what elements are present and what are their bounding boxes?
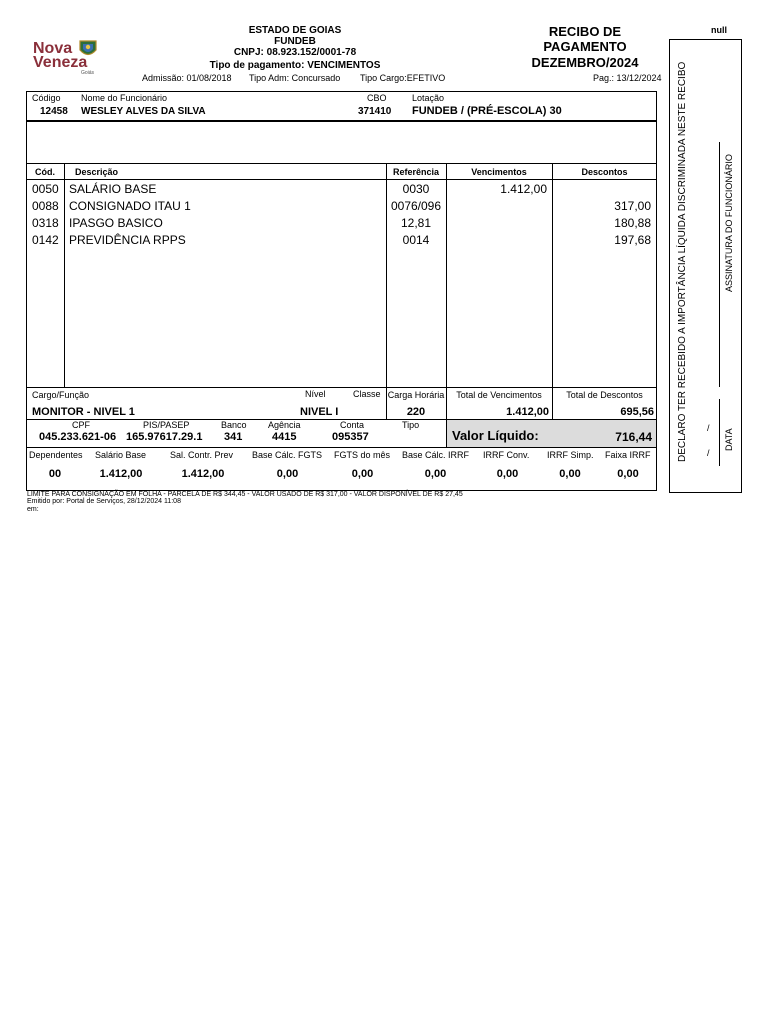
header-descontos: Descontos bbox=[581, 167, 628, 177]
base-label-fgts-base: Base Cálc. FGTS bbox=[252, 450, 323, 460]
agency-value: 4415 bbox=[272, 431, 297, 443]
header-ref: Referência bbox=[392, 167, 440, 177]
org-name: FUNDEB bbox=[274, 36, 316, 47]
row-descontos: 180,88 bbox=[614, 216, 651, 230]
hours-label: Carga Horária bbox=[387, 390, 445, 400]
header-desc: Descrição bbox=[75, 167, 119, 177]
base-label-fgts-month: FGTS do mês bbox=[334, 450, 391, 460]
base-value-irrf-conv: 0,00 bbox=[496, 468, 519, 480]
row-ref: 0014 bbox=[402, 233, 430, 247]
row-cod: 0318 bbox=[32, 216, 59, 230]
null-label: null bbox=[711, 25, 727, 35]
name-label: Nome do Funcionário bbox=[81, 93, 168, 103]
level-value: NIVEL I bbox=[300, 406, 339, 418]
page-info: Pag.: 13/12/2024 bbox=[593, 73, 662, 83]
receipt-title-2: PAGAMENTO bbox=[543, 39, 627, 54]
role-value: MONITOR - NIVEL 1 bbox=[32, 406, 135, 418]
employee-code: 12458 bbox=[40, 106, 68, 117]
date-slash-1: / bbox=[707, 423, 710, 433]
base-value-irrf-band: 0,00 bbox=[617, 468, 639, 480]
total-venc-value: 1.412,00 bbox=[506, 406, 549, 418]
code-label: Código bbox=[32, 93, 61, 103]
base-label-irrf-band: Faixa IRRF bbox=[605, 450, 651, 460]
row-desc: CONSIGNADO ITAU 1 bbox=[69, 199, 191, 213]
total-venc-label: Total de Vencimentos bbox=[456, 390, 542, 400]
base-label-dependents: Dependentes bbox=[29, 450, 83, 460]
base-value-salary: 1.412,00 bbox=[99, 468, 143, 480]
total-desc-label: Total de Descontos bbox=[566, 390, 643, 400]
crest-icon bbox=[77, 38, 99, 60]
logo bbox=[33, 38, 103, 78]
row-cod: 0142 bbox=[32, 233, 59, 247]
type-label: Tipo bbox=[402, 420, 420, 430]
bank-label: Banco bbox=[221, 420, 247, 430]
row-descontos: 317,00 bbox=[614, 199, 651, 213]
row-cod: 0088 bbox=[32, 199, 59, 213]
net-label: Valor Líquido: bbox=[452, 428, 539, 443]
cpf-label: CPF bbox=[72, 420, 90, 430]
base-value-irrf-base: 0,00 bbox=[424, 468, 447, 480]
cnpj: CNPJ: 08.923.152/0001-78 bbox=[233, 47, 357, 58]
logo-text-sub: Goiás bbox=[81, 70, 95, 76]
base-value-dependents: 00 bbox=[48, 468, 62, 480]
date-slash-2: / bbox=[707, 448, 710, 458]
row-cod: 0050 bbox=[32, 182, 59, 196]
location-label: Lotação bbox=[412, 93, 445, 103]
signature-label: ASSINATURA DO FUNCIONÁRIO bbox=[724, 154, 734, 292]
pis-label: PIS/PASEP bbox=[143, 420, 190, 430]
row-desc: IPASGO BASICO bbox=[69, 216, 163, 230]
logo-text-line2: Veneza bbox=[33, 54, 88, 71]
receipt-title-3: DEZEMBRO/2024 bbox=[531, 55, 639, 70]
account-label: Conta bbox=[340, 420, 365, 430]
row-ref: 0030 bbox=[402, 182, 430, 196]
issued-at: em: bbox=[27, 506, 39, 513]
issued-by: Emitido por: Portal de Serviços, 28/12/2024 11:08 bbox=[27, 498, 181, 505]
employee-name: WESLEY ALVES DA SILVA bbox=[81, 106, 206, 117]
row-desc: PREVIDÊNCIA RPPS bbox=[69, 233, 186, 247]
role-label: Cargo/Função bbox=[32, 390, 90, 400]
payment-type: Tipo de pagamento: VENCIMENTOS bbox=[209, 60, 381, 71]
account-value: 095357 bbox=[332, 431, 369, 443]
position-type: Tipo Cargo:EFETIVO bbox=[360, 73, 446, 83]
base-value-fgts-base: 0,00 bbox=[276, 468, 299, 480]
base-label-irrf-simp: IRRF Simp. bbox=[547, 450, 594, 460]
base-label-salary: Salário Base bbox=[95, 450, 147, 460]
state-name: ESTADO DE GOIAS bbox=[248, 25, 342, 36]
agency-label: Agência bbox=[268, 420, 301, 430]
row-venc: 1.412,00 bbox=[500, 182, 547, 196]
base-value-irrf-simp: 0,00 bbox=[559, 468, 581, 480]
row-ref: 0076/096 bbox=[390, 199, 442, 213]
employee-location: FUNDEB / (PRÉ-ESCOLA) 30 bbox=[412, 105, 562, 117]
base-label-irrf-base: Base Cálc. IRRF bbox=[402, 450, 470, 460]
receipt-title-1: RECIBO DE bbox=[548, 24, 622, 39]
admission-date: Admissão: 01/08/2018 bbox=[142, 73, 232, 83]
base-label-irrf-conv: IRRF Conv. bbox=[483, 450, 530, 460]
hours-value: 220 bbox=[406, 406, 426, 418]
header-cod: Cód. bbox=[35, 167, 55, 177]
row-desc: SALÁRIO BASE bbox=[69, 182, 157, 196]
header-venc: Vencimentos bbox=[471, 167, 527, 177]
logo-text-line1: Nova bbox=[33, 40, 73, 57]
class-label: Classe bbox=[353, 389, 381, 399]
total-desc-value: 695,56 bbox=[620, 406, 654, 418]
admission-type: Tipo Adm: Concursado bbox=[249, 73, 341, 83]
base-label-prev: Sal. Contr. Prev bbox=[170, 450, 234, 460]
pis-value: 165.97617.29.1 bbox=[126, 431, 203, 443]
consignment-limit: LIMITE PARA CONSIGNAÇÃO EM FOLHA - PARCELA DE R$ 344,45 - VALOR USADO DE R$ 317,00 - VALOR DISPONÍVEL DE R$ 27,45 bbox=[27, 491, 463, 498]
bank-value: 341 bbox=[224, 431, 243, 443]
date-label: DATA bbox=[724, 428, 734, 451]
employee-cbo: 371410 bbox=[358, 106, 392, 117]
base-value-fgts-month: 0,00 bbox=[351, 468, 374, 480]
row-ref: 12,81 bbox=[400, 216, 432, 230]
base-value-prev: 1.412,00 bbox=[181, 468, 225, 480]
row-descontos: 197,68 bbox=[614, 233, 651, 247]
cpf-value: 045.233.621-06 bbox=[39, 431, 117, 443]
net-value: 716,44 bbox=[615, 430, 652, 444]
cbo-label: CBO bbox=[367, 93, 387, 103]
level-label: Nível bbox=[305, 389, 326, 399]
declaration-text: DECLARO TER RECEBIDO A IMPORTÂNCIA LÍQUIDA DISCRIMINADA NESTE RECIBO bbox=[677, 61, 688, 462]
